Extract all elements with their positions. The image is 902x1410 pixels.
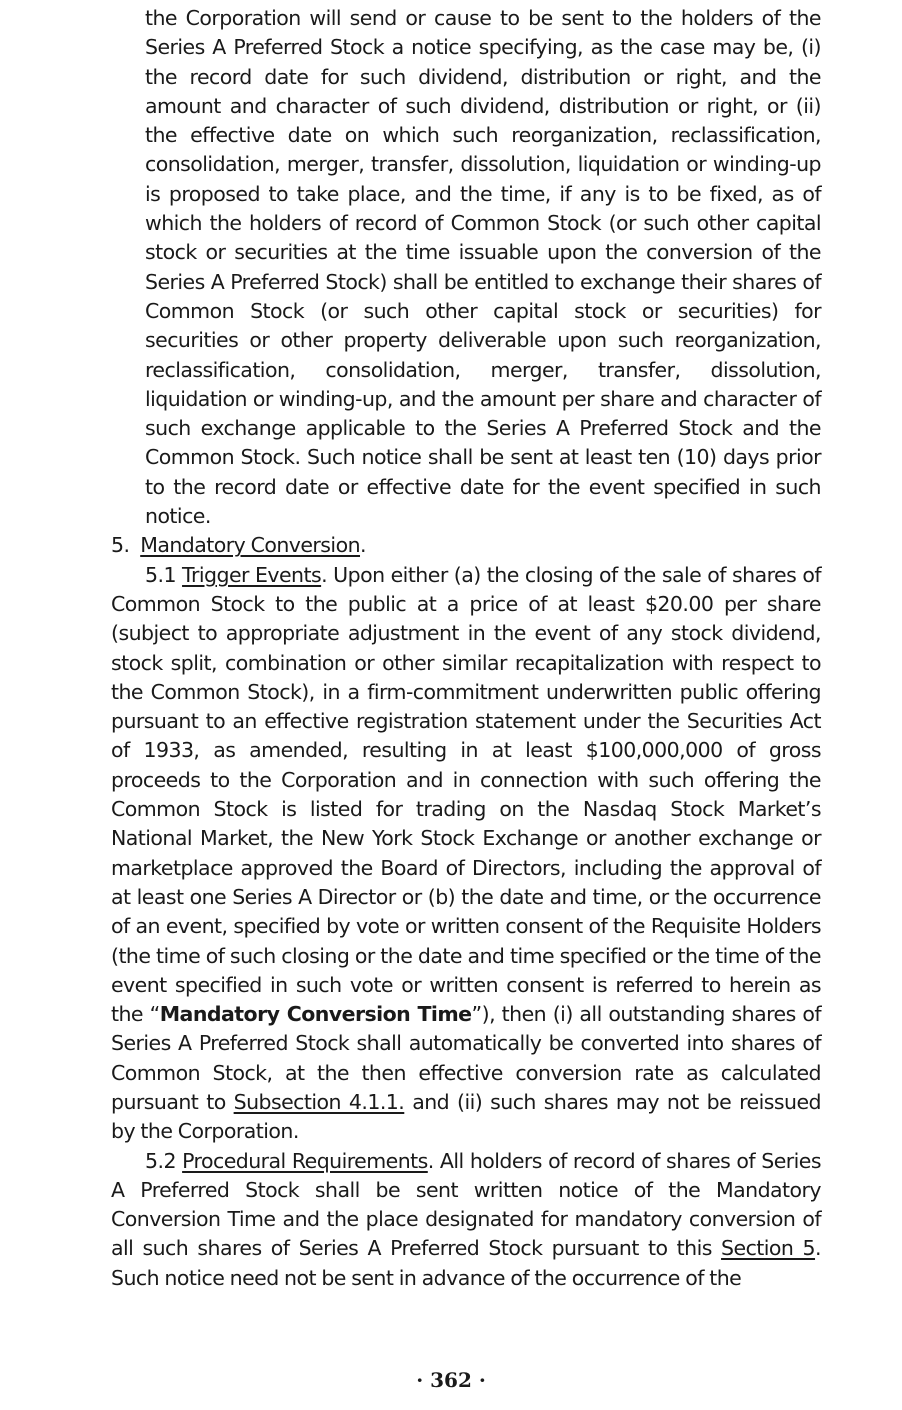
mandatory-conversion-time-term: Mandatory Conversion Time <box>159 1002 472 1027</box>
section-5-1-title: Trigger Events <box>182 562 322 587</box>
section-5-heading <box>111 531 821 560</box>
section-5-2-paragraph <box>111 1147 821 1293</box>
subsection-4-1-1-reference: Subsection 4.1.1. <box>233 1089 405 1114</box>
continuation-text: the Corporation will send or cause to be sent to the holders of the Series A Preferred Stock a notice specifying, as the case may be, (i) the record date for such dividend, distribution or right, and the amount and character of such dividend, distribution or right, or (ii) the effective date on which such reorganization, reclassification, consolidation, merger, transfer, dissolution, liquidation or winding-up is proposed to take place, and the time, if any is to be fixed, as of which the holders of record of Common Stock (or such other capital stock or securities at the time issuable upon the conversion of the Series A Preferred Stock) shall be entitled to exchange their shares of Common Stock (or such other capital stock or securities) for securities or other property deliverable upon such reorganization, reclassification, consolidation, merger, transfer, dissolution, liquidation or winding-up, and the amount per share and character of such exchange applicable to the Series A Preferred Stock and the Common Stock. Such notice shall be sent at least ten (10) days prior to the record date or effective date for the event specified in such notice. <box>145 6 821 529</box>
document-page <box>111 4 821 1293</box>
section-5-1-text-c: and (ii) such shares may not be reissued by the Corporation. <box>111 1089 821 1144</box>
section-5-1-paragraph <box>111 561 821 1147</box>
section-5-2-number: 5.2 <box>145 1148 176 1173</box>
section-5-title: Mandatory Conversion <box>140 533 361 558</box>
section-5-number: 5. <box>111 533 130 558</box>
section-5-2-text-b: . Such notice need not be sent in advance of the occurrence of the <box>111 1236 821 1290</box>
continuation-paragraph <box>111 4 821 531</box>
section-5-2-text-a: . All holders of record of shares of Series A Preferred Stock shall be sent written notice of the Mandatory Conversion Time and the place designated for mandatory conversion of all such shares of Series A Preferred Stock pursuant to this <box>111 1148 821 1261</box>
section-5-reference: Section 5 <box>721 1236 816 1261</box>
section-5-title-suffix: . <box>360 533 366 558</box>
section-5-2-title: Procedural Requirements <box>182 1148 428 1173</box>
section-5-1-text-a: . Upon either (a) the closing of the sale of shares of Common Stock to the public at a price of at least $20.00 per share (subject to appropriate adjustment in the event of any stock dividend, stock split, combination or other similar recapitalization with respect to the Common Stock), in a firm-commitment underwritten public offering pursuant to an effective registration statement under the Securities Act of 1933, as amended, resulting in at least $100,000,000 of gross proceeds to the Corporation and in connection with such offering the Common Stock is listed for trading on the Nasdaq Stock Market’s National Market, the New York Stock Exchange or another exchange or marketplace approved the Board of Directors, including the approval of at least one Series A Director or (b) the date and time, or the occurrence of an event, specified by vote or written consent of the Requisite Holders (the time of such closing or the date and time specified or the time of the event specified in such vote or written consent is referred to herein as the “ <box>111 562 821 1027</box>
page-number: · 362 · <box>416 1368 486 1392</box>
section-5-1-number: 5.1 <box>145 562 176 587</box>
section-5-1-text-b: ”), then (i) all outstanding shares of Series A Preferred Stock shall automatically be converted into shares of Common Stock, at the then effective conversion rate as calculated pursuant to <box>111 1002 821 1114</box>
